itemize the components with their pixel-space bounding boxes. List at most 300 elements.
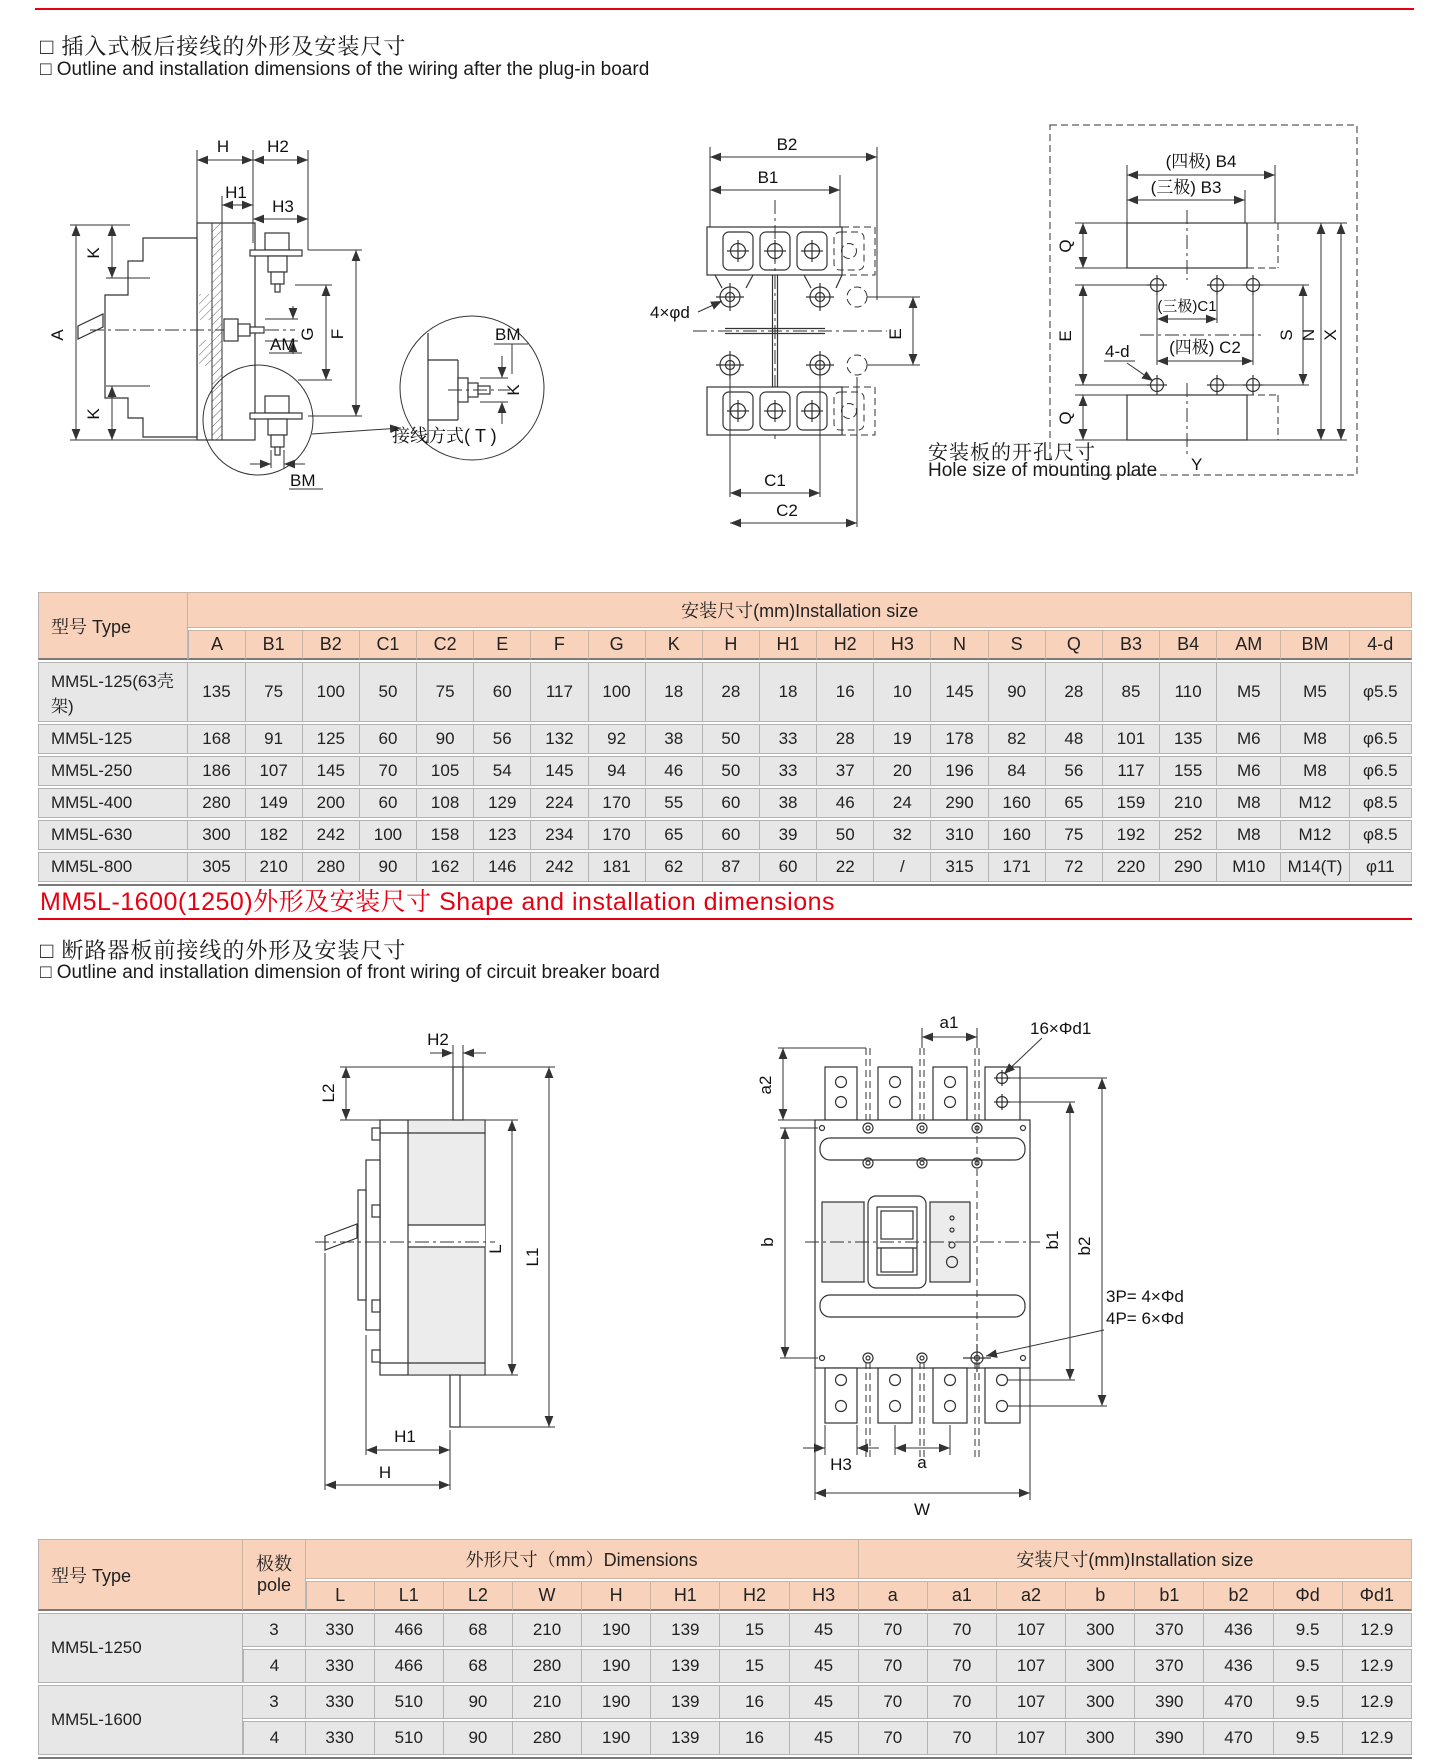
- plate-cutouts: [1127, 210, 1278, 457]
- diagram-plugin-side-view: [40, 98, 550, 493]
- dim-label-h1: H1: [394, 1427, 416, 1446]
- column-header: B4: [1160, 630, 1217, 660]
- value-cell: 33: [760, 756, 817, 786]
- column-header: a1: [928, 1581, 997, 1611]
- value-cell: 242: [531, 852, 588, 882]
- column-header: G: [589, 630, 646, 660]
- value-cell: M8: [1281, 756, 1349, 786]
- value-cell: 50: [703, 756, 760, 786]
- value-cell: 178: [931, 724, 988, 754]
- dim-label-c1: C1: [764, 471, 786, 490]
- value-cell: M14(T): [1281, 852, 1349, 882]
- dim-label-4d: 4-d: [1105, 342, 1130, 361]
- dimensions-table: [38, 1537, 1412, 1759]
- value-cell: 330: [306, 1685, 375, 1719]
- detail-label-k: K: [504, 384, 523, 396]
- dim-label-b2: b2: [1075, 1236, 1094, 1256]
- value-cell: 90: [360, 852, 417, 882]
- value-cell: 75: [246, 662, 303, 722]
- value-cell: 300: [188, 820, 245, 850]
- value-cell: 33: [760, 724, 817, 754]
- value-cell: 330: [306, 1613, 375, 1647]
- value-cell: 234: [531, 820, 588, 850]
- value-cell: 390: [1135, 1685, 1204, 1719]
- value-cell: 145: [931, 662, 988, 722]
- value-cell: 50: [703, 724, 760, 754]
- value-cell: 280: [303, 852, 360, 882]
- value-cell: 158: [417, 820, 474, 850]
- model-cell: MM5L-630: [38, 820, 188, 850]
- value-cell: 280: [513, 1649, 582, 1683]
- value-cell: 94: [589, 756, 646, 786]
- column-header: b2: [1204, 1581, 1273, 1611]
- value-cell: 290: [931, 788, 988, 818]
- pole-cell: 4: [243, 1649, 305, 1683]
- column-header: BM: [1281, 630, 1349, 660]
- value-cell: 38: [760, 788, 817, 818]
- value-cell: 300: [1066, 1685, 1135, 1719]
- dim-label-h3: H3: [272, 197, 294, 216]
- value-cell: 466: [375, 1649, 444, 1683]
- value-cell: φ8.5: [1350, 788, 1412, 818]
- table-row: [38, 1613, 1412, 1647]
- table-row: [38, 724, 1412, 754]
- value-cell: 139: [651, 1613, 720, 1647]
- value-cell: 60: [360, 724, 417, 754]
- dim-label-g: G: [298, 327, 317, 341]
- dim-label-c1: (三极)C1: [1157, 298, 1217, 315]
- value-cell: 16: [817, 662, 874, 722]
- value-cell: 68: [444, 1613, 513, 1647]
- value-cell: 125: [303, 724, 360, 754]
- dim-label-am: AM: [270, 335, 296, 354]
- value-cell: M8: [1281, 724, 1349, 754]
- column-header: Φd1: [1343, 1581, 1412, 1611]
- top-rule: [35, 8, 1414, 10]
- value-cell: 20: [874, 756, 931, 786]
- value-cell: 16: [720, 1685, 789, 1719]
- value-cell: 159: [1103, 788, 1160, 818]
- value-cell: 70: [360, 756, 417, 786]
- column-header: a2: [997, 1581, 1066, 1611]
- value-cell: 123: [474, 820, 531, 850]
- column-header: N: [931, 630, 988, 660]
- column-header: L: [306, 1581, 375, 1611]
- value-cell: 54: [474, 756, 531, 786]
- label-4p-holes: 4P= 6×Φd: [1106, 1309, 1184, 1328]
- value-cell: 252: [1160, 820, 1217, 850]
- value-cell: φ8.5: [1350, 820, 1412, 850]
- value-cell: 50: [817, 820, 874, 850]
- value-cell: 190: [582, 1721, 651, 1755]
- value-cell: 70: [928, 1685, 997, 1719]
- dim-label-a: a: [917, 1453, 927, 1472]
- value-cell: M10: [1217, 852, 1281, 882]
- dim-label-h3: H3: [830, 1455, 852, 1474]
- value-cell: 90: [444, 1685, 513, 1719]
- column-header: H1: [651, 1581, 720, 1611]
- value-cell: 28: [817, 724, 874, 754]
- value-cell: 70: [859, 1649, 928, 1683]
- value-cell: 60: [703, 820, 760, 850]
- value-cell: 70: [859, 1613, 928, 1647]
- dim-label-b1: b1: [1043, 1230, 1062, 1250]
- value-cell: 210: [513, 1685, 582, 1719]
- table-row: [38, 820, 1412, 850]
- column-header: H3: [790, 1581, 859, 1611]
- value-cell: 139: [651, 1649, 720, 1683]
- holes-label: 4×φd: [650, 303, 690, 322]
- section2-heading: MM5L-1600(1250)外形及安装尺寸 Shape and installation dimensions: [40, 888, 836, 916]
- value-cell: 46: [817, 788, 874, 818]
- value-cell: 107: [997, 1613, 1066, 1647]
- value-cell: 210: [513, 1613, 582, 1647]
- dim-label-h1: H1: [225, 183, 247, 202]
- value-cell: 370: [1135, 1613, 1204, 1647]
- dim-label-e: E: [886, 328, 905, 340]
- wiring-mode-caption: 接线方式( T ): [392, 426, 497, 446]
- dim-label-b1: B1: [757, 168, 779, 187]
- value-cell: 135: [188, 662, 245, 722]
- table-row: [38, 756, 1412, 786]
- column-header: A: [188, 630, 245, 660]
- value-cell: 315: [931, 852, 988, 882]
- value-cell: 45: [790, 1649, 859, 1683]
- model-cell: MM5L-125(63壳架): [38, 662, 188, 722]
- value-cell: 220: [1103, 852, 1160, 882]
- dim-label-h2: H2: [267, 137, 289, 156]
- dim-label-h: H: [378, 1463, 392, 1482]
- value-cell: φ11: [1350, 852, 1412, 882]
- value-cell: 182: [246, 820, 303, 850]
- detail-label-bm: BM: [495, 325, 521, 344]
- table-row: [38, 788, 1412, 818]
- breaker-front-body: [805, 1048, 1040, 1458]
- value-cell: 310: [931, 820, 988, 850]
- mounting-plate-caption-en: Hole size of mounting plate: [928, 460, 1158, 481]
- model-cell: MM5L-250: [38, 756, 188, 786]
- value-cell: 65: [646, 820, 703, 850]
- dim-label-k-bottom: K: [84, 408, 103, 420]
- value-cell: 100: [303, 662, 360, 722]
- value-cell: 60: [360, 788, 417, 818]
- value-cell: 15: [720, 1613, 789, 1647]
- dim-label-16d1: 16×Φd1: [1030, 1019, 1092, 1038]
- value-cell: 28: [703, 662, 760, 722]
- group-header: 安装尺寸(mm)Installation size: [188, 592, 1412, 628]
- value-cell: φ6.5: [1350, 724, 1412, 754]
- value-cell: 60: [474, 662, 531, 722]
- value-cell: M12: [1281, 820, 1349, 850]
- value-cell: 75: [417, 662, 474, 722]
- value-cell: 192: [1103, 820, 1160, 850]
- dim-label-c2: C2: [776, 501, 798, 520]
- value-cell: 92: [589, 724, 646, 754]
- section2-sub-zh: □ 断路器板前接线的外形及安装尺寸: [40, 938, 407, 963]
- value-cell: 24: [874, 788, 931, 818]
- value-cell: 196: [931, 756, 988, 786]
- value-cell: 139: [651, 1721, 720, 1755]
- value-cell: 9.5: [1274, 1685, 1343, 1719]
- column-header: H1: [760, 630, 817, 660]
- value-cell: M8: [1217, 788, 1281, 818]
- value-cell: 181: [589, 852, 646, 882]
- section2-rule: [38, 918, 1412, 920]
- table-row: [38, 1721, 1412, 1755]
- column-header: H2: [720, 1581, 789, 1611]
- type-column-header: 型号 Type: [38, 1539, 243, 1611]
- value-cell: 330: [306, 1649, 375, 1683]
- column-header: C1: [360, 630, 417, 660]
- value-cell: 70: [928, 1613, 997, 1647]
- dim-label-f: F: [328, 328, 347, 340]
- value-cell: M6: [1217, 724, 1281, 754]
- diagram-plugin-front-view: [555, 95, 955, 535]
- section1-title-en: □ Outline and installation dimensions of the wiring after the plug-in board: [40, 59, 650, 80]
- value-cell: 300: [1066, 1721, 1135, 1755]
- value-cell: 50: [360, 662, 417, 722]
- section1-title-zh: □ 插入式板后接线的外形及安装尺寸: [40, 34, 407, 59]
- column-header: 4-d: [1350, 630, 1412, 660]
- value-cell: 18: [646, 662, 703, 722]
- value-cell: 48: [1046, 724, 1103, 754]
- value-cell: 90: [989, 662, 1046, 722]
- table-row: [38, 1649, 1412, 1683]
- value-cell: 9.5: [1274, 1721, 1343, 1755]
- value-cell: 46: [646, 756, 703, 786]
- mounting-plate-caption-zh: 安装板的开孔尺寸: [928, 442, 1096, 464]
- value-cell: 9.5: [1274, 1649, 1343, 1683]
- value-cell: 62: [646, 852, 703, 882]
- value-cell: 82: [989, 724, 1046, 754]
- dim-label-y: Y: [1191, 455, 1203, 474]
- dim-label-q-bottom: Q: [1056, 411, 1075, 425]
- value-cell: 145: [531, 756, 588, 786]
- type-column-header: 型号 Type: [38, 592, 188, 660]
- value-cell: 70: [859, 1721, 928, 1755]
- dim-label-x: X: [1321, 329, 1340, 341]
- value-cell: 171: [989, 852, 1046, 882]
- column-header: H2: [817, 630, 874, 660]
- value-cell: 162: [417, 852, 474, 882]
- value-cell: 12.9: [1343, 1721, 1412, 1755]
- value-cell: 70: [859, 1685, 928, 1719]
- value-cell: 87: [703, 852, 760, 882]
- table-row: [38, 662, 1412, 722]
- value-cell: 60: [760, 852, 817, 882]
- dim-label-b2: B2: [776, 135, 798, 154]
- dim-label-a2: a2: [756, 1075, 775, 1095]
- value-cell: 110: [1160, 662, 1217, 722]
- column-header: b: [1066, 1581, 1135, 1611]
- dim-label-e: E: [1056, 330, 1075, 342]
- column-header: L2: [444, 1581, 513, 1611]
- value-cell: 370: [1135, 1649, 1204, 1683]
- value-cell: 100: [589, 662, 646, 722]
- value-cell: 186: [188, 756, 245, 786]
- value-cell: 37: [817, 756, 874, 786]
- model-cell: MM5L-1250: [38, 1613, 243, 1683]
- value-cell: 305: [188, 852, 245, 882]
- dim-label-l2: L2: [319, 1083, 338, 1103]
- value-cell: 10: [874, 662, 931, 722]
- value-cell: 242: [303, 820, 360, 850]
- value-cell: 107: [997, 1685, 1066, 1719]
- breaker-side-body: [315, 1067, 495, 1427]
- diagram-breaker-side-view: [250, 995, 710, 1495]
- value-cell: 160: [989, 820, 1046, 850]
- value-cell: φ6.5: [1350, 756, 1412, 786]
- value-cell: 149: [246, 788, 303, 818]
- dim-label-bm-bottom: BM: [290, 471, 316, 490]
- dim-label-n: N: [1299, 328, 1318, 342]
- value-cell: 129: [474, 788, 531, 818]
- value-cell: 12.9: [1343, 1685, 1412, 1719]
- value-cell: 280: [188, 788, 245, 818]
- dim-label-a1: a1: [939, 1013, 959, 1032]
- value-cell: 132: [531, 724, 588, 754]
- column-header: K: [646, 630, 703, 660]
- value-cell: 436: [1204, 1649, 1273, 1683]
- value-cell: 200: [303, 788, 360, 818]
- value-cell: /: [874, 852, 931, 882]
- column-header: H3: [874, 630, 931, 660]
- value-cell: 470: [1204, 1685, 1273, 1719]
- value-cell: 90: [444, 1721, 513, 1755]
- column-header: F: [531, 630, 588, 660]
- column-header: W: [513, 1581, 582, 1611]
- value-cell: M5: [1217, 662, 1281, 722]
- value-cell: 300: [1066, 1649, 1135, 1683]
- column-header: B1: [246, 630, 303, 660]
- model-cell: MM5L-125: [38, 724, 188, 754]
- value-cell: M5: [1281, 662, 1349, 722]
- section2-sub-en: □ Outline and installation dimension of front wiring of circuit breaker board: [40, 962, 660, 983]
- value-cell: 170: [589, 820, 646, 850]
- value-cell: 90: [417, 724, 474, 754]
- value-cell: 22: [817, 852, 874, 882]
- value-cell: 300: [1066, 1613, 1135, 1647]
- value-cell: 107: [997, 1649, 1066, 1683]
- pole-cell: 3: [243, 1613, 305, 1647]
- dim-label-k-top: K: [84, 247, 103, 259]
- front-view-body: [693, 200, 887, 440]
- label-3p-holes: 3P= 4×Φd: [1106, 1287, 1184, 1306]
- value-cell: 70: [928, 1721, 997, 1755]
- value-cell: 32: [874, 820, 931, 850]
- column-header: B2: [303, 630, 360, 660]
- dim-label-h: H: [216, 137, 230, 156]
- column-header: L1: [375, 1581, 444, 1611]
- value-cell: 168: [188, 724, 245, 754]
- value-cell: 210: [1160, 788, 1217, 818]
- value-cell: 38: [646, 724, 703, 754]
- value-cell: 470: [1204, 1721, 1273, 1755]
- value-cell: 290: [1160, 852, 1217, 882]
- value-cell: 510: [375, 1721, 444, 1755]
- dim-label-q-top: Q: [1056, 239, 1075, 253]
- column-header: C2: [417, 630, 474, 660]
- dimensions-group-header: 外形尺寸（mm）Dimensions: [306, 1539, 859, 1579]
- dim-label-b: b: [758, 1237, 777, 1247]
- value-cell: 117: [531, 662, 588, 722]
- dim-label-c2: (四极) C2: [1169, 338, 1241, 357]
- value-cell: 390: [1135, 1721, 1204, 1755]
- value-cell: 56: [1046, 756, 1103, 786]
- value-cell: 101: [1103, 724, 1160, 754]
- value-cell: M6: [1217, 756, 1281, 786]
- diagram-breaker-front-view: [670, 990, 1190, 1535]
- value-cell: 146: [474, 852, 531, 882]
- value-cell: 160: [989, 788, 1046, 818]
- value-cell: 84: [989, 756, 1046, 786]
- value-cell: 19: [874, 724, 931, 754]
- value-cell: 105: [417, 756, 474, 786]
- column-header: Φd: [1274, 1581, 1343, 1611]
- value-cell: M8: [1217, 820, 1281, 850]
- value-cell: 15: [720, 1649, 789, 1683]
- model-cell: MM5L-800: [38, 852, 188, 882]
- value-cell: 45: [790, 1613, 859, 1647]
- value-cell: 330: [306, 1721, 375, 1755]
- value-cell: 190: [582, 1685, 651, 1719]
- value-cell: 190: [582, 1613, 651, 1647]
- column-header: S: [989, 630, 1046, 660]
- value-cell: 145: [303, 756, 360, 786]
- value-cell: 170: [589, 788, 646, 818]
- dim-label-h2: H2: [427, 1030, 449, 1049]
- value-cell: 135: [1160, 724, 1217, 754]
- installation-group-header: 安装尺寸(mm)Installation size: [859, 1539, 1412, 1579]
- installation-size-table: [38, 590, 1412, 886]
- value-cell: 139: [651, 1685, 720, 1719]
- value-cell: 70: [928, 1649, 997, 1683]
- pole-column-header: [243, 1539, 305, 1611]
- value-cell: 108: [417, 788, 474, 818]
- column-header: H: [582, 1581, 651, 1611]
- dim-label-a: A: [48, 329, 67, 341]
- value-cell: 65: [1046, 788, 1103, 818]
- pole-header-en: pole: [256, 1574, 291, 1595]
- value-cell: φ5.5: [1350, 662, 1412, 722]
- value-cell: 60: [703, 788, 760, 818]
- dim-label-l: L: [486, 1244, 505, 1254]
- value-cell: 16: [720, 1721, 789, 1755]
- dim-label-l1: L1: [523, 1247, 542, 1267]
- value-cell: 436: [1204, 1613, 1273, 1647]
- column-header: H: [703, 630, 760, 660]
- value-cell: 91: [246, 724, 303, 754]
- value-cell: 100: [360, 820, 417, 850]
- value-cell: 510: [375, 1685, 444, 1719]
- table-row: [38, 1685, 1412, 1719]
- column-header: B3: [1103, 630, 1160, 660]
- dim-label-b3: (三极) B3: [1150, 178, 1222, 197]
- value-cell: 9.5: [1274, 1613, 1343, 1647]
- value-cell: 68: [444, 1649, 513, 1683]
- column-header: AM: [1217, 630, 1281, 660]
- dim-label-s: S: [1277, 329, 1296, 341]
- value-cell: 155: [1160, 756, 1217, 786]
- value-cell: 12.9: [1343, 1649, 1412, 1683]
- model-cell: MM5L-400: [38, 788, 188, 818]
- column-header: a: [859, 1581, 928, 1611]
- value-cell: 75: [1046, 820, 1103, 850]
- value-cell: 107: [246, 756, 303, 786]
- value-cell: 55: [646, 788, 703, 818]
- diagram-mounting-plate: [915, 95, 1365, 495]
- value-cell: 466: [375, 1613, 444, 1647]
